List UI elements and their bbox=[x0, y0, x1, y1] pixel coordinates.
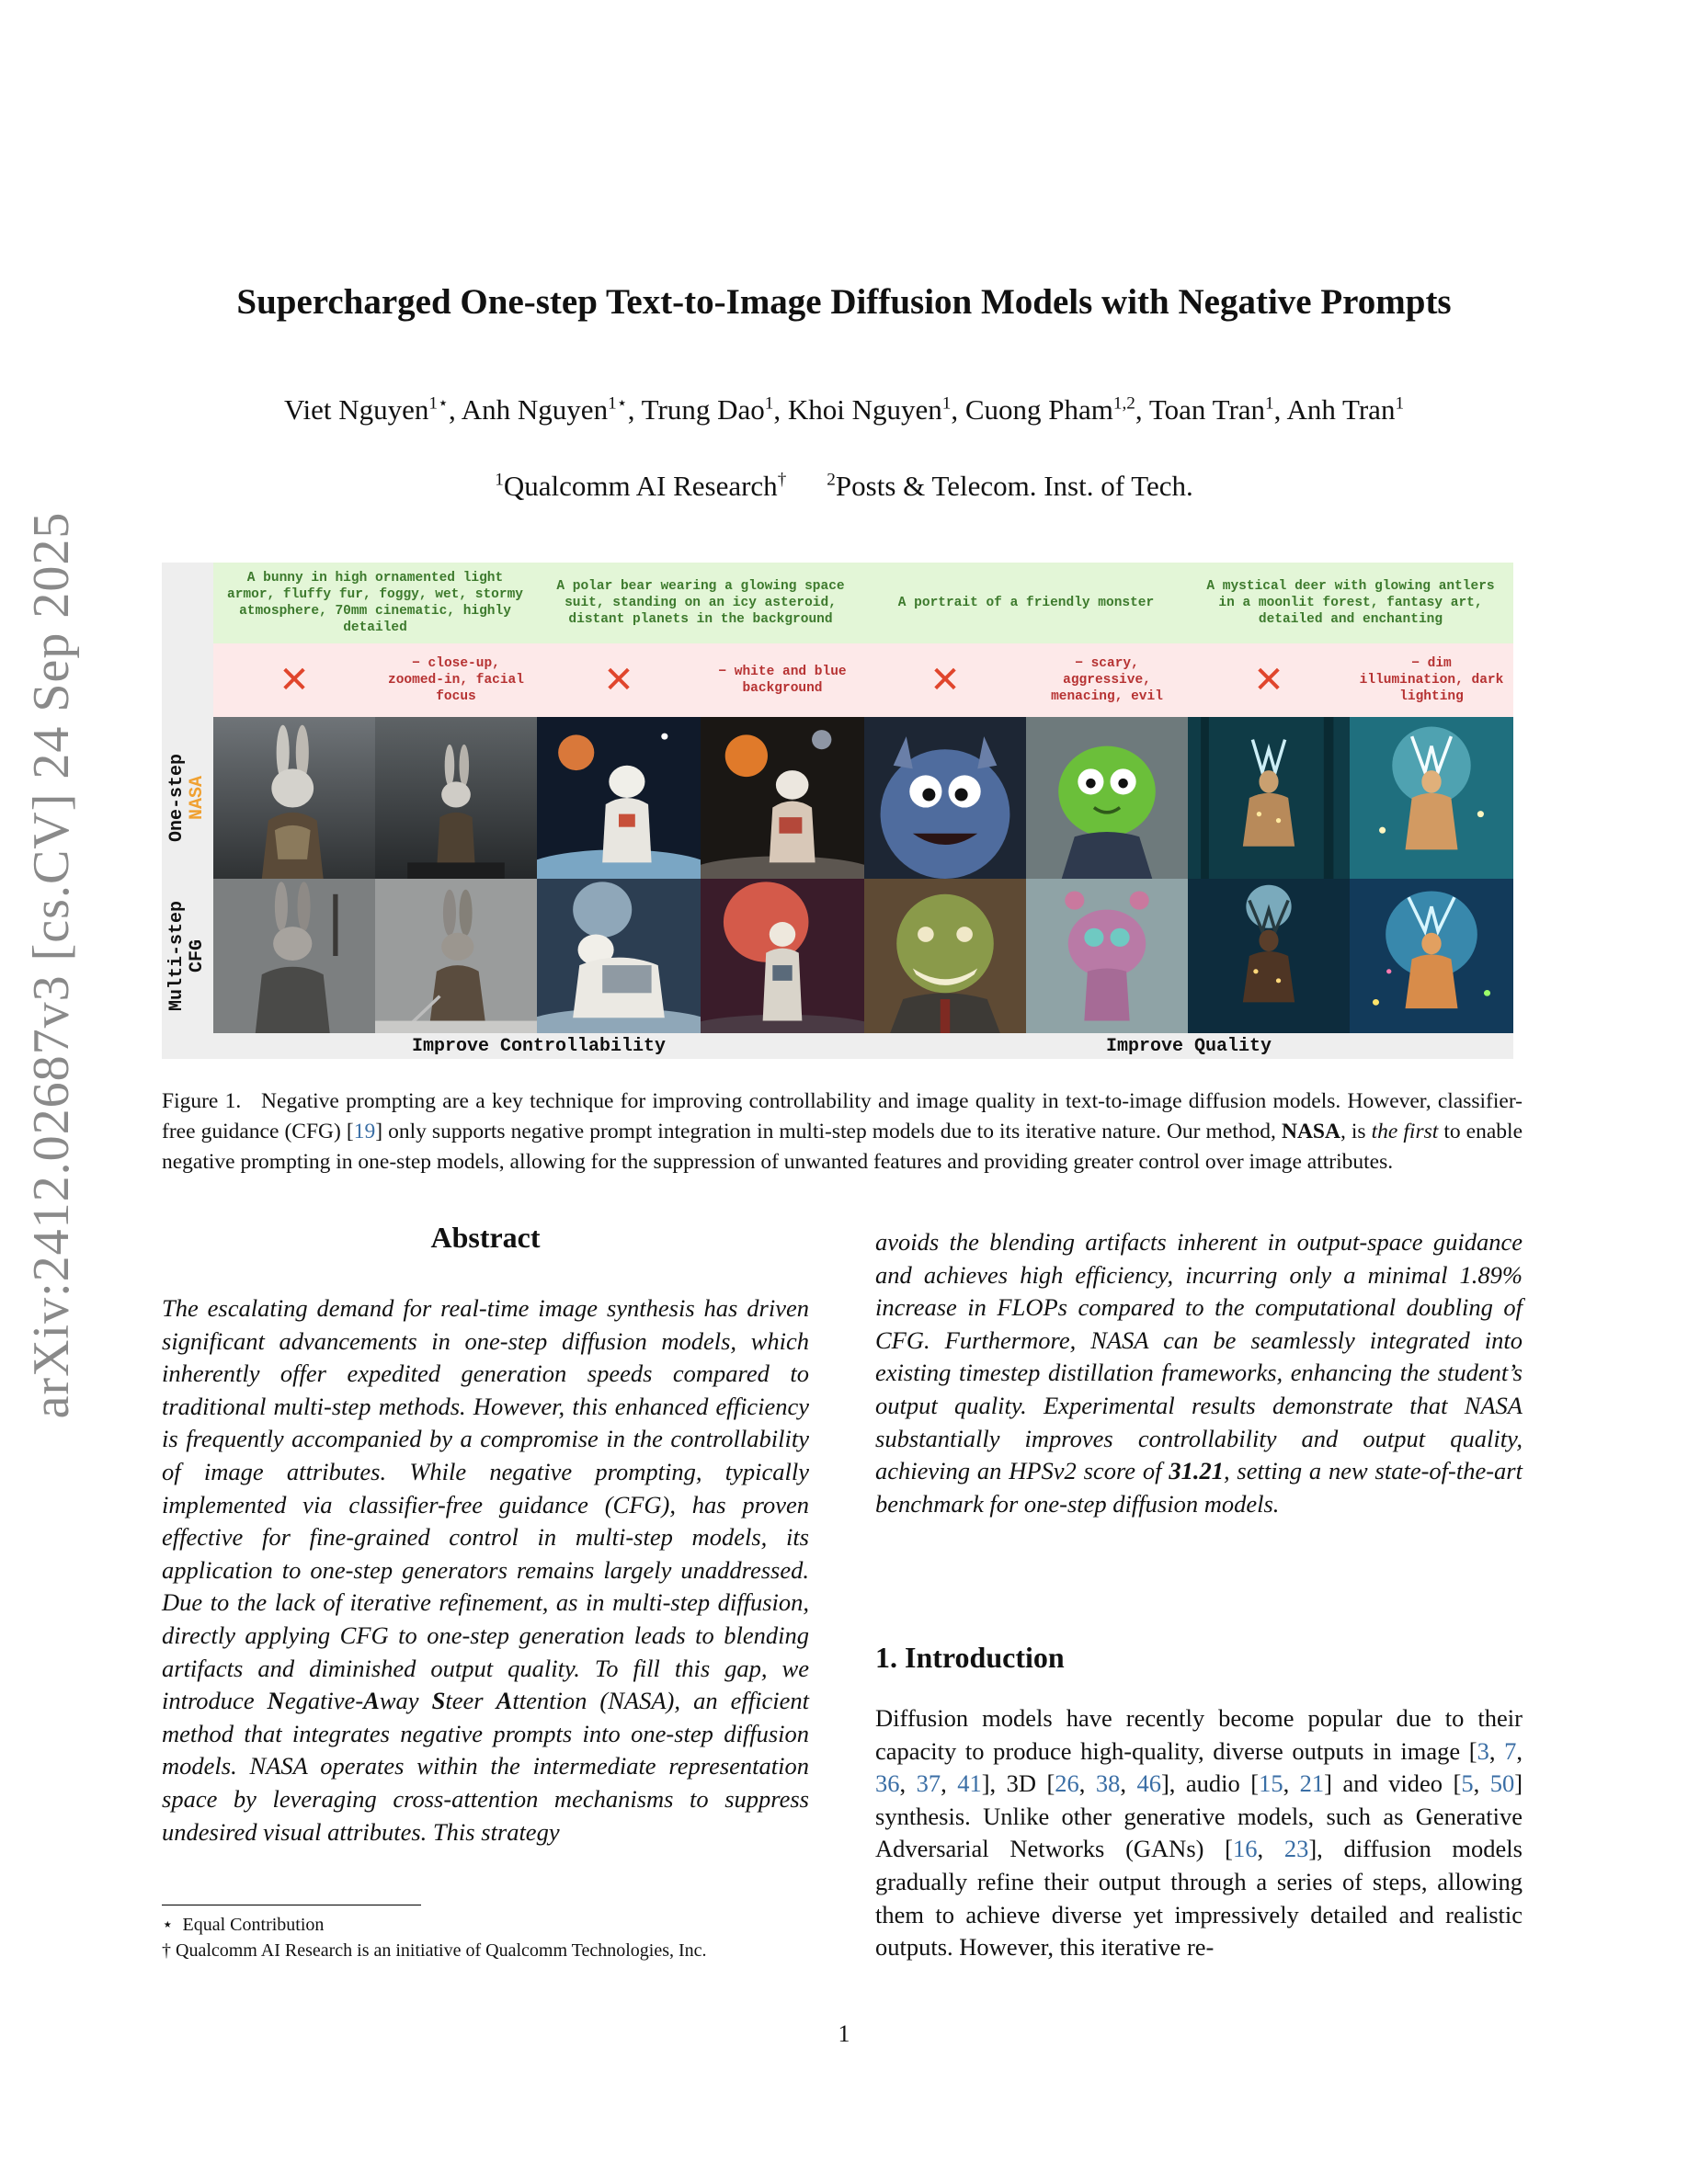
image-glowing-deer-negative bbox=[1350, 717, 1513, 879]
paper-title: Supercharged One-step Text-to-Image Diffusion Models with Negative Prompts bbox=[236, 282, 1452, 322]
author: Viet Nguyen$^{1⋆}$ bbox=[283, 393, 449, 426]
arxiv-identifier: arXiv:2412.02687v3 [cs.CV] 24 Sep 2025 bbox=[23, 511, 80, 1419]
citation-link[interactable]: 38 bbox=[1095, 1769, 1121, 1798]
prompt-monster: A portrait of a friendly monster bbox=[864, 563, 1188, 643]
citation-link[interactable]: 41 bbox=[957, 1769, 982, 1798]
figure-caption: Figure 1. Negative prompting are a key technique for improving controllability and image quality in text-to-image diffusion models. However, classifier-free guidance (CFG) [19] only supports negative prompt integration in multi-step models due to its iterative nature. Our method, NASA, is the first to enable negative prompting in one-step models, allowing for the suppression of unwanted features and providing greater control over image attributes. bbox=[162, 1089, 1523, 1174]
abstract-text-left: The escalating demand for real-time image synthesis has driven significant advancements in one-step diffusion models, which inherently offer expedited generation speeds compared to traditional multi-step methods. However, this enhanced efficiency is frequently accompanied by a compromise in the controllability of image attributes. While negative prompting, typically implemented via classifier-free guidance (CFG), has proven effective for fine-grained control in multi-step models, its application to one-step generators remains largely unaddressed. Due to the lack of iterative refinement, as in multi-step diffusion, directly applying CFG to one-step generation leads to blending artifacts and diminished output quality. To fill this gap, we introduce Negative-Away Steer Attention (NASA), an efficient method that integrates negative prompts into one-step diffusion models. NASA operates within the intermediate representation space by leveraging cross-attention mechanisms to suppress undesired visual attributes. This strategy bbox=[162, 1294, 810, 1846]
image-armored-rabbit-negative bbox=[375, 879, 537, 1033]
abstract-heading: Abstract bbox=[430, 1221, 541, 1254]
abstract-text-right: avoids the blending artifacts inherent in output-space guidance and achieves high efficiency, incurring only a minimal 1.89% increase in FLOPs compared to the computational doubling of CFG. Furthermore, NASA can be seamlessly integrated into existing timestep distillation frameworks, enhancing the student’s output quality. Experimental results demonstrate that NASA substantially improves controllability and output quality, achieving an HPSv2 score of 31.21, setting a new state-of-the-art benchmark for one-step diffusion models. bbox=[875, 1228, 1523, 1518]
footnotes bbox=[162, 1912, 824, 1963]
page-number: 1 bbox=[838, 2020, 850, 2047]
negative-prompt-cell: − close-up, zoomed-in, facial focus bbox=[375, 643, 537, 717]
cross-icon: ✕ bbox=[1253, 659, 1284, 701]
image-fairy-deer bbox=[1350, 879, 1513, 1033]
prompt-bunny: A bunny in high ornamented light armor, fluffy fur, foggy, wet, stormy atmosphere, 70mm cinematic, highly detailed bbox=[213, 563, 537, 643]
author: Khoi Nguyen$^1$ bbox=[787, 393, 952, 426]
image-bunny-knight-negative bbox=[375, 717, 537, 879]
citation-link[interactable]: 46 bbox=[1136, 1769, 1161, 1798]
affiliation: $^2$Posts & Telecom. Inst. of Tech. bbox=[827, 470, 1193, 502]
citation-link[interactable]: 50 bbox=[1489, 1769, 1515, 1798]
negative-prompt-cell: − scary, aggressive, menacing, evil bbox=[1026, 643, 1188, 717]
citation-link[interactable]: 3 bbox=[1477, 1736, 1489, 1765]
image-glowing-deer bbox=[1188, 717, 1350, 879]
author: Anh Tran$^1$ bbox=[1286, 393, 1405, 426]
author: Toan Tran$^1$ bbox=[1148, 393, 1274, 426]
citation-link[interactable]: 5 bbox=[1461, 1769, 1474, 1798]
citation-link[interactable]: 23 bbox=[1283, 1835, 1309, 1863]
label-improve-quality: Improve Quality bbox=[864, 1033, 1513, 1059]
no-negative-cell bbox=[537, 643, 701, 717]
no-negative-cell bbox=[213, 643, 375, 717]
no-negative-cell bbox=[1188, 643, 1350, 717]
negative-prompt-cell: − white and blue background bbox=[701, 643, 864, 717]
image-polar-bear-astronaut bbox=[537, 717, 701, 879]
image-bunny-knight bbox=[213, 717, 375, 879]
image-green-monster bbox=[1026, 717, 1188, 879]
negative-prompt-cell: − dim illumination, dark lighting bbox=[1350, 643, 1513, 717]
citation-link[interactable]: 37 bbox=[916, 1769, 941, 1798]
author: Cuong Pham$^{1,2}$ bbox=[964, 393, 1135, 426]
author-list: Viet Nguyen$^{1⋆}$, Anh Nguyen$^{1⋆}$, Trung Dao$^1$, Khoi Nguyen$^1$, Cuong Pham$^{1,2}$, Toan Tran$^1$, Anh Tran$^1$ bbox=[283, 393, 1405, 426]
figure-1 bbox=[162, 563, 1523, 1059]
image-green-ogre bbox=[864, 879, 1026, 1033]
image-polar-bear-space bbox=[537, 879, 701, 1033]
figure-bottom-corner bbox=[162, 1033, 213, 1059]
image-polar-bear-space-negative bbox=[701, 879, 864, 1033]
affiliations bbox=[0, 470, 1688, 503]
citation-link[interactable]: 16 bbox=[1233, 1835, 1258, 1863]
image-polar-bear-astronaut-negative bbox=[701, 717, 864, 879]
citation-link[interactable]: 21 bbox=[1299, 1769, 1325, 1798]
row-label-multi-step: Multi-step CFG bbox=[162, 879, 213, 1033]
citation-link[interactable]: 7 bbox=[1504, 1736, 1517, 1765]
label-improve-controllability: Improve Controllability bbox=[213, 1033, 864, 1059]
cross-icon: ✕ bbox=[603, 659, 634, 701]
cross-icon: ✕ bbox=[279, 659, 310, 701]
prompt-deer: A mystical deer with glowing antlers in a moonlit forest, fantasy art, detailed and enchanting bbox=[1188, 563, 1513, 643]
prompt-polar-bear: A polar bear wearing a glowing space suit, standing on an icy asteroid, distant planets in the background bbox=[537, 563, 864, 643]
author: Trung Dao$^1$ bbox=[641, 393, 774, 426]
citation-link[interactable]: 36 bbox=[875, 1769, 900, 1798]
image-forest-deer bbox=[1188, 879, 1350, 1033]
affiliation: $^1$Qualcomm AI Research† bbox=[495, 470, 787, 502]
image-blue-monster bbox=[864, 717, 1026, 879]
no-negative-cell bbox=[864, 643, 1026, 717]
introduction-text: Diffusion models have recently become popular due to their capacity to produce high-quality, diverse outputs in image [3, 7, 36, 37, 41], 3D [26, 38, 46], audio [15, 21] and video [5, 50] synthesis. Unlike other generative models, such as Generative Adversarial Networks (GANs) [16, 23], diffusion models gradually refine their output through a series of steps, allowing them to achieve diverse yet impressively detailed and realistic outputs. However, this iterative re- bbox=[875, 1704, 1523, 1962]
citation-link[interactable]: 26 bbox=[1055, 1769, 1079, 1798]
image-pink-monster bbox=[1026, 879, 1188, 1033]
citation-link[interactable]: 15 bbox=[1259, 1769, 1283, 1798]
footnote: † Qualcomm AI Research is an initiative of Qualcomm Technologies, Inc. bbox=[162, 1940, 707, 1961]
image-armored-rabbit bbox=[213, 879, 375, 1033]
introduction-heading: 1. Introduction bbox=[875, 1641, 1065, 1674]
author: Anh Nguyen$^{1⋆}$ bbox=[461, 393, 628, 426]
cross-icon: ✕ bbox=[930, 659, 961, 701]
row-label-one-step: One-step NASA bbox=[162, 717, 213, 879]
citation-link[interactable]: 19 bbox=[353, 1120, 376, 1143]
footnote: ⋆ Equal Contribution bbox=[162, 1915, 325, 1935]
